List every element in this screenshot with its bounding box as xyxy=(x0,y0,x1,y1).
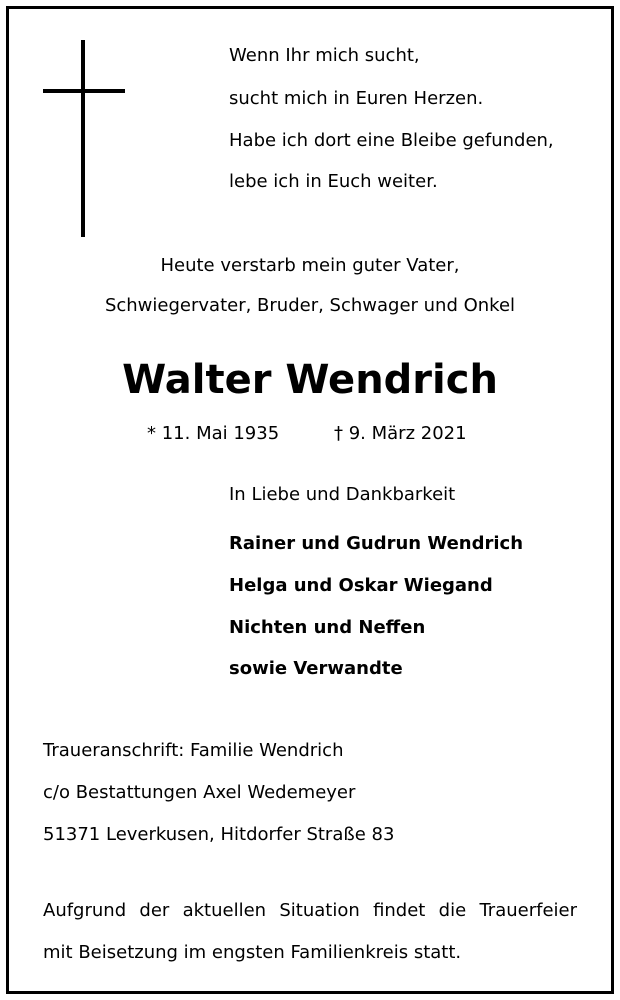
cross-vertical-bar xyxy=(81,40,85,237)
announcement-line: Heute verstarb mein guter Vater, xyxy=(160,255,460,276)
verse-line: lebe ich in Euch weiter. xyxy=(229,171,438,192)
cross-horizontal-bar xyxy=(43,89,125,93)
mourner-name: sowie Verwandte xyxy=(229,658,403,679)
notice-line: Aufgrund der aktuellen Situation findet die Trauerfeier xyxy=(43,900,577,921)
birth-date: * 11. Mai 1935 xyxy=(147,423,280,444)
address-line: Traueranschrift: Familie Wendrich xyxy=(43,740,344,761)
verse-line: sucht mich in Euren Herzen. xyxy=(229,88,484,109)
notice-line: mit Beisetzung im engsten Familienkreis statt. xyxy=(43,942,462,963)
mourners-intro: In Liebe und Dankbarkeit xyxy=(229,484,456,505)
verse-line: Wenn Ihr mich sucht, xyxy=(229,45,420,66)
announcement-line: Schwiegervater, Bruder, Schwager und Onkel xyxy=(104,295,516,316)
mourner-name: Rainer und Gudrun Wendrich xyxy=(229,533,524,554)
mourner-name: Nichten und Neffen xyxy=(229,617,426,638)
verse-line: Habe ich dort eine Bleibe gefunden, xyxy=(229,130,554,151)
address-line: c/o Bestattungen Axel Wedemeyer xyxy=(43,782,356,803)
death-date: † 9. März 2021 xyxy=(334,423,467,444)
deceased-name: Walter Wendrich xyxy=(122,357,498,403)
mourner-name: Helga und Oskar Wiegand xyxy=(229,575,493,596)
address-line: 51371 Leverkusen, Hitdorfer Straße 83 xyxy=(43,824,395,845)
